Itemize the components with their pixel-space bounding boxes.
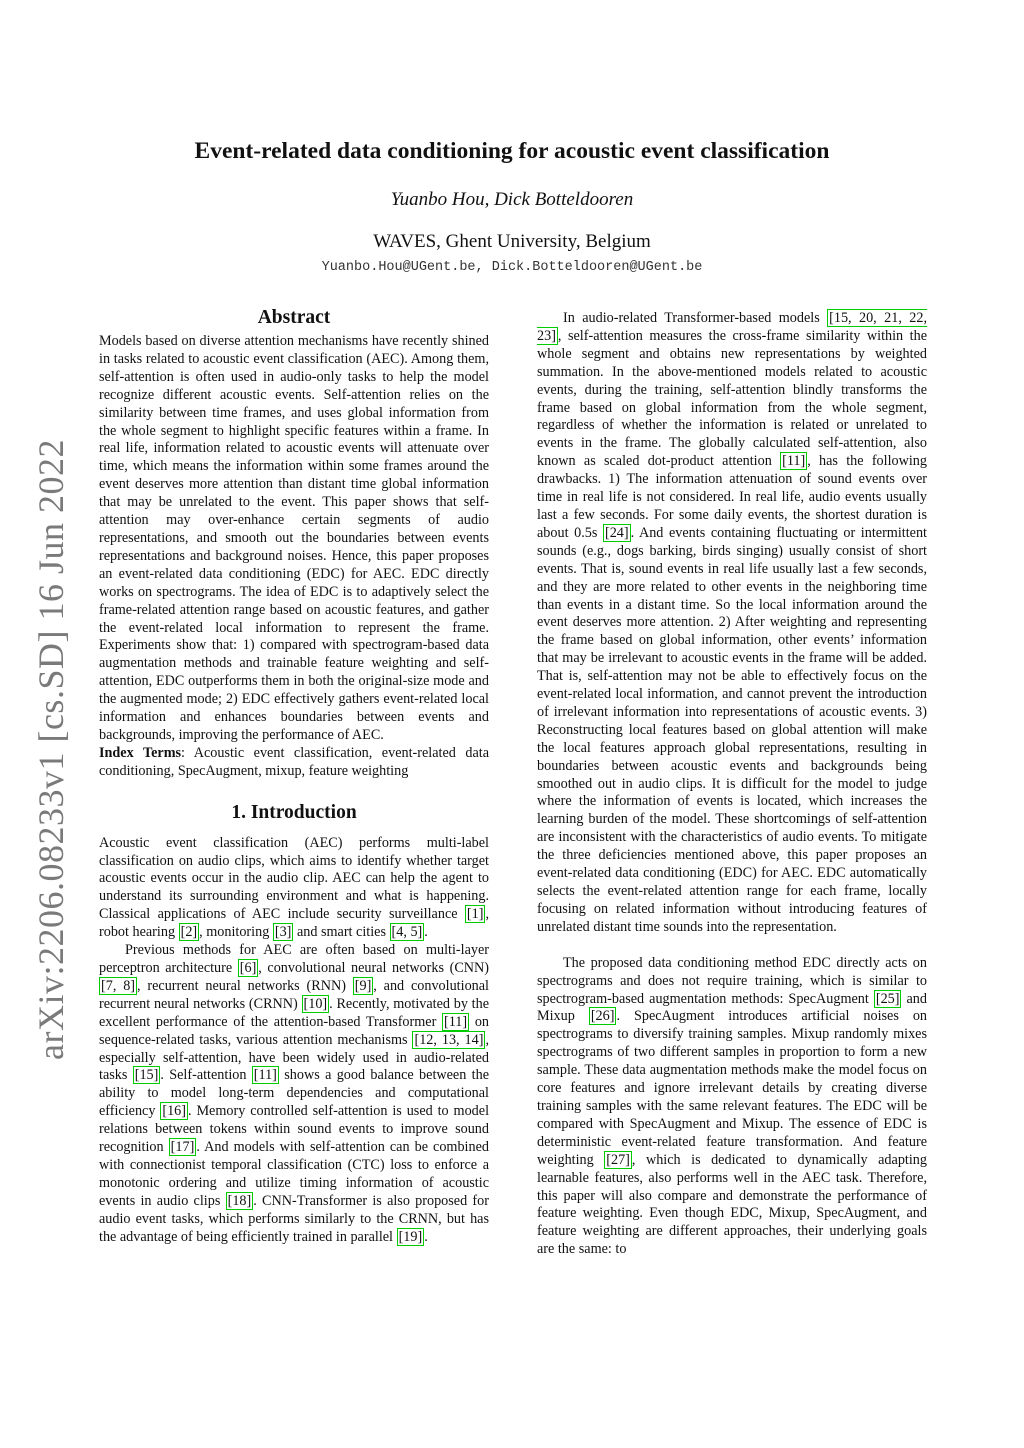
paper-authors: Yuanbo Hou, Dick Botteldooren (390, 189, 634, 210)
paper-title: Event-related data conditioning for acoustic event classification (194, 138, 830, 164)
citation-link[interactable]: [26] (590, 1008, 615, 1025)
paragraph-text: . SpecAugment introduces artificial noises on spectrograms to diversify training samples. Mixup randomly mixes spectrograms of two different samples in proportion to form a new sample. These data augmentation methods make the model focus on core features and ignore irrelevant details by creating diverse training samples with the same relevant features. The EDC will be compared with SpecAugment and Mixup. The essence of EDC is deterministic event-related feature transformation. And feature weighting (537, 1008, 928, 1168)
citation-link[interactable]: [19] (398, 1228, 423, 1245)
paragraph-text: , and convolutional recurrent neural networks (CRNN) (99, 977, 489, 1012)
paragraph-text: . Self-attention (160, 1067, 252, 1084)
paragraph-text: . And events containing fluctuating or intermittent sounds (e.g., dogs barking, birds singing) usually consist of short events. That is, sound events in real life usually last a few seconds, and they are more related to other events in the neighboring time than events in a distant time. So the local information around the event deserves more attention. 2) After weighting and representing the frame based on global information, other events’ information that may be irrelevant to acoustic events in the frame will be added. That is, self-attention may not be able to effectively focus on the event-related local information, and cannot prevent the introduction of irrelevant information into representations of acoustic events. 3) Reconstructing local features based on global attention will make the local features approach global representations, resulting in boundaries between acoustic events and backgrounds being smoothed out in audio clips. It is difficult for the model to judge where the information of events is located, which increases the learning burden of the model. These shortcomings of self-attention are inconsistent with the characteristics of audio events. To mitigate the three deficiencies mentioned above, this paper proposes an event-related data conditioning (EDC) for AEC. EDC automatically selects the event-related attention range for each frame, locally focusing on related information without introducing features of unrelated distant time sounds into the representation. (537, 524, 927, 935)
citation-link[interactable]: [1] (466, 906, 484, 923)
citation-link[interactable]: [2] (180, 924, 198, 941)
right-paragraph-1 (537, 310, 927, 937)
right-paragraph-2 (537, 955, 927, 1259)
citation-link[interactable]: [9] (354, 977, 372, 994)
paragraph-text: . (424, 1228, 428, 1245)
paragraph-text: The proposed data conditioning method EDC directly acts on spectrograms and does not require training, which is similar to spectrogram-based augmentation methods: SpecAugment (537, 954, 927, 1007)
paragraph-text: . Memory controlled self-attention is used to model relations between tokens within sound events to improve sound recognition (99, 1103, 490, 1156)
paragraph-text: , especially self-attention, have been widely used in audio-related tasks (99, 1031, 489, 1084)
citation-link[interactable]: [10] (303, 995, 328, 1012)
index-terms-label: Index Terms (99, 744, 182, 761)
paragraph-text: , monitoring (199, 924, 273, 941)
right-column (537, 310, 927, 1259)
arxiv-identifier-stamp: arXiv:2206.08233v1 [cs.SD] 16 Jun 2022 (31, 439, 71, 1060)
citation-link[interactable]: [12, 13, 14] (414, 1031, 484, 1048)
left-column (99, 306, 489, 1247)
index-terms-text: : Acoustic event classification, event-related data conditioning, SpecAugment, mixup, feature weighting (99, 744, 489, 779)
citation-link[interactable]: [16] (162, 1103, 186, 1120)
paragraph-text: , self-attention measures the cross-frame similarity within the whole segment and obtains new representations by weighted summation. In the above-mentioned models related to acoustic events, during the training, self-attention blindly transforms the frame based on global information from the whole segment, regardless of whether the information is related or unrelated to events in the frame. The globally calculated self-attention, also known as scaled dot-product attention (537, 327, 927, 470)
paragraph-text: , has the following drawbacks. 1) The information attenuation of sound events over time in real life is not considered. In real life, audio events usually last a few seconds. For some daily events, the shortest duration is about 0.5s (537, 453, 927, 541)
citation-link[interactable]: [27] (606, 1151, 630, 1168)
paragraph-text: , convolutional neural networks (CNN) (258, 960, 489, 976)
citation-link[interactable]: [15, 20, 21, 22, 23] (537, 310, 928, 344)
citation-link[interactable]: [7, 8] (101, 977, 136, 994)
paragraph-text: and smart cities (293, 924, 390, 941)
paragraph-text: , which is dedicated to dynamically adapting learnable features, also performs well in the AEC task. Therefore, this paper will also compare and demonstrate the performance of feature weighting. Even though EDC, Mixup, SpecAugment, and feature weighting are different approaches, their underlying goals are the same: to (537, 1151, 927, 1258)
paragraph-text: and Mixup (537, 990, 927, 1025)
paragraph-text: . CNN-Transformer is also proposed for audio event tasks, which performs similarly to the CRNN, but has the advantage of being efficiently trained in parallel (99, 1192, 489, 1245)
paragraph-text: . And models with self-attention can be combined with connectionist temporal classification (CTC) loss to enforce a monotonic ordering and utilize timing information of acoustic events in audio clips (99, 1139, 489, 1209)
citation-link[interactable]: [25] (875, 990, 900, 1007)
paragraph-text: . Recently, motivated by the excellent performance of the attention-based Transformer (99, 995, 489, 1030)
citation-link[interactable]: [24] (604, 524, 629, 541)
citation-link[interactable]: [11] (444, 1013, 468, 1030)
index-terms (99, 745, 489, 781)
citation-link[interactable]: [17] (170, 1139, 195, 1156)
citation-link[interactable]: [3] (274, 924, 292, 941)
paragraph-text: In audio-related Transformer-based models (563, 310, 828, 326)
abstract-heading: Abstract (257, 307, 331, 328)
citation-link[interactable]: [18] (227, 1192, 252, 1209)
citation-link[interactable]: [11] (782, 453, 806, 470)
citation-link[interactable]: [15] (134, 1067, 159, 1084)
abstract-text: Models based on diverse attention mechanisms have recently shined in tasks related to acoustic event classification (AEC). Among them, self-attention is often used in audio-only tasks to help the model recognize different acoustic events. Self-attention relies on the similarity between time frames, and uses global information from the whole segment to highlight specific features within a frame. In real life, information related to acoustic events will attenuate over time, which means the information within some frames around the event deserves more attention than distant time global information that may be unrelated to the event. This paper shows that self-attention may over-enhance certain segments of audio representations, and smooth out the boundaries between events representations and background noises. Hence, this paper proposes an event-related data conditioning (EDC) for AEC. EDC directly works on spectrograms. The idea of EDC is to adaptively select the frame-related attention range based on acoustic features, and gather the event-related local information to represent the frame. Experiments show that: 1) compared with spectrogram-based data augmentation methods and trainable feature weighting and self-attention, EDC outperforms them in both the original-size mode and the augmented mode; 2) EDC effectively gathers event-related local information and enhances boundaries between events and backgrounds, improving the performance of AEC. (99, 333, 489, 743)
author-emails: Yuanbo.Hou@UGent.be, Dick.Botteldooren@UGent.be (321, 260, 703, 275)
paragraph-text: on sequence-related tasks, various attention mechanisms (99, 1013, 490, 1048)
intro-paragraph-1 (99, 835, 489, 942)
paragraph-text: Previous methods for AEC are often based on multi-layer perceptron architecture (99, 942, 489, 976)
paragraph-text: , robot hearing (99, 906, 489, 941)
paragraph-text: , recurrent neural networks (RNN) (137, 977, 353, 994)
citation-link[interactable]: [6] (239, 960, 257, 976)
citation-link[interactable]: [11] (253, 1067, 277, 1084)
paper-affiliation: WAVES, Ghent University, Belgium (373, 231, 651, 252)
citation-link[interactable]: [4, 5] (391, 924, 423, 941)
introduction-heading: 1. Introduction (231, 801, 357, 823)
paragraph-text: shows a good balance between the ability to model long-term dependencies and computational efficiency (99, 1067, 489, 1120)
intro-paragraph-2 (99, 942, 489, 1246)
paragraph-text: . (424, 924, 428, 941)
paragraph-text: Acoustic event classification (AEC) performs multi-label classification on audio clips, which aims to identify whether target acoustic events occur in the audio clip. AEC can help the agent to understand its surrounding environment and what is happening. Classical applications of AEC include security surveillance (99, 834, 489, 923)
